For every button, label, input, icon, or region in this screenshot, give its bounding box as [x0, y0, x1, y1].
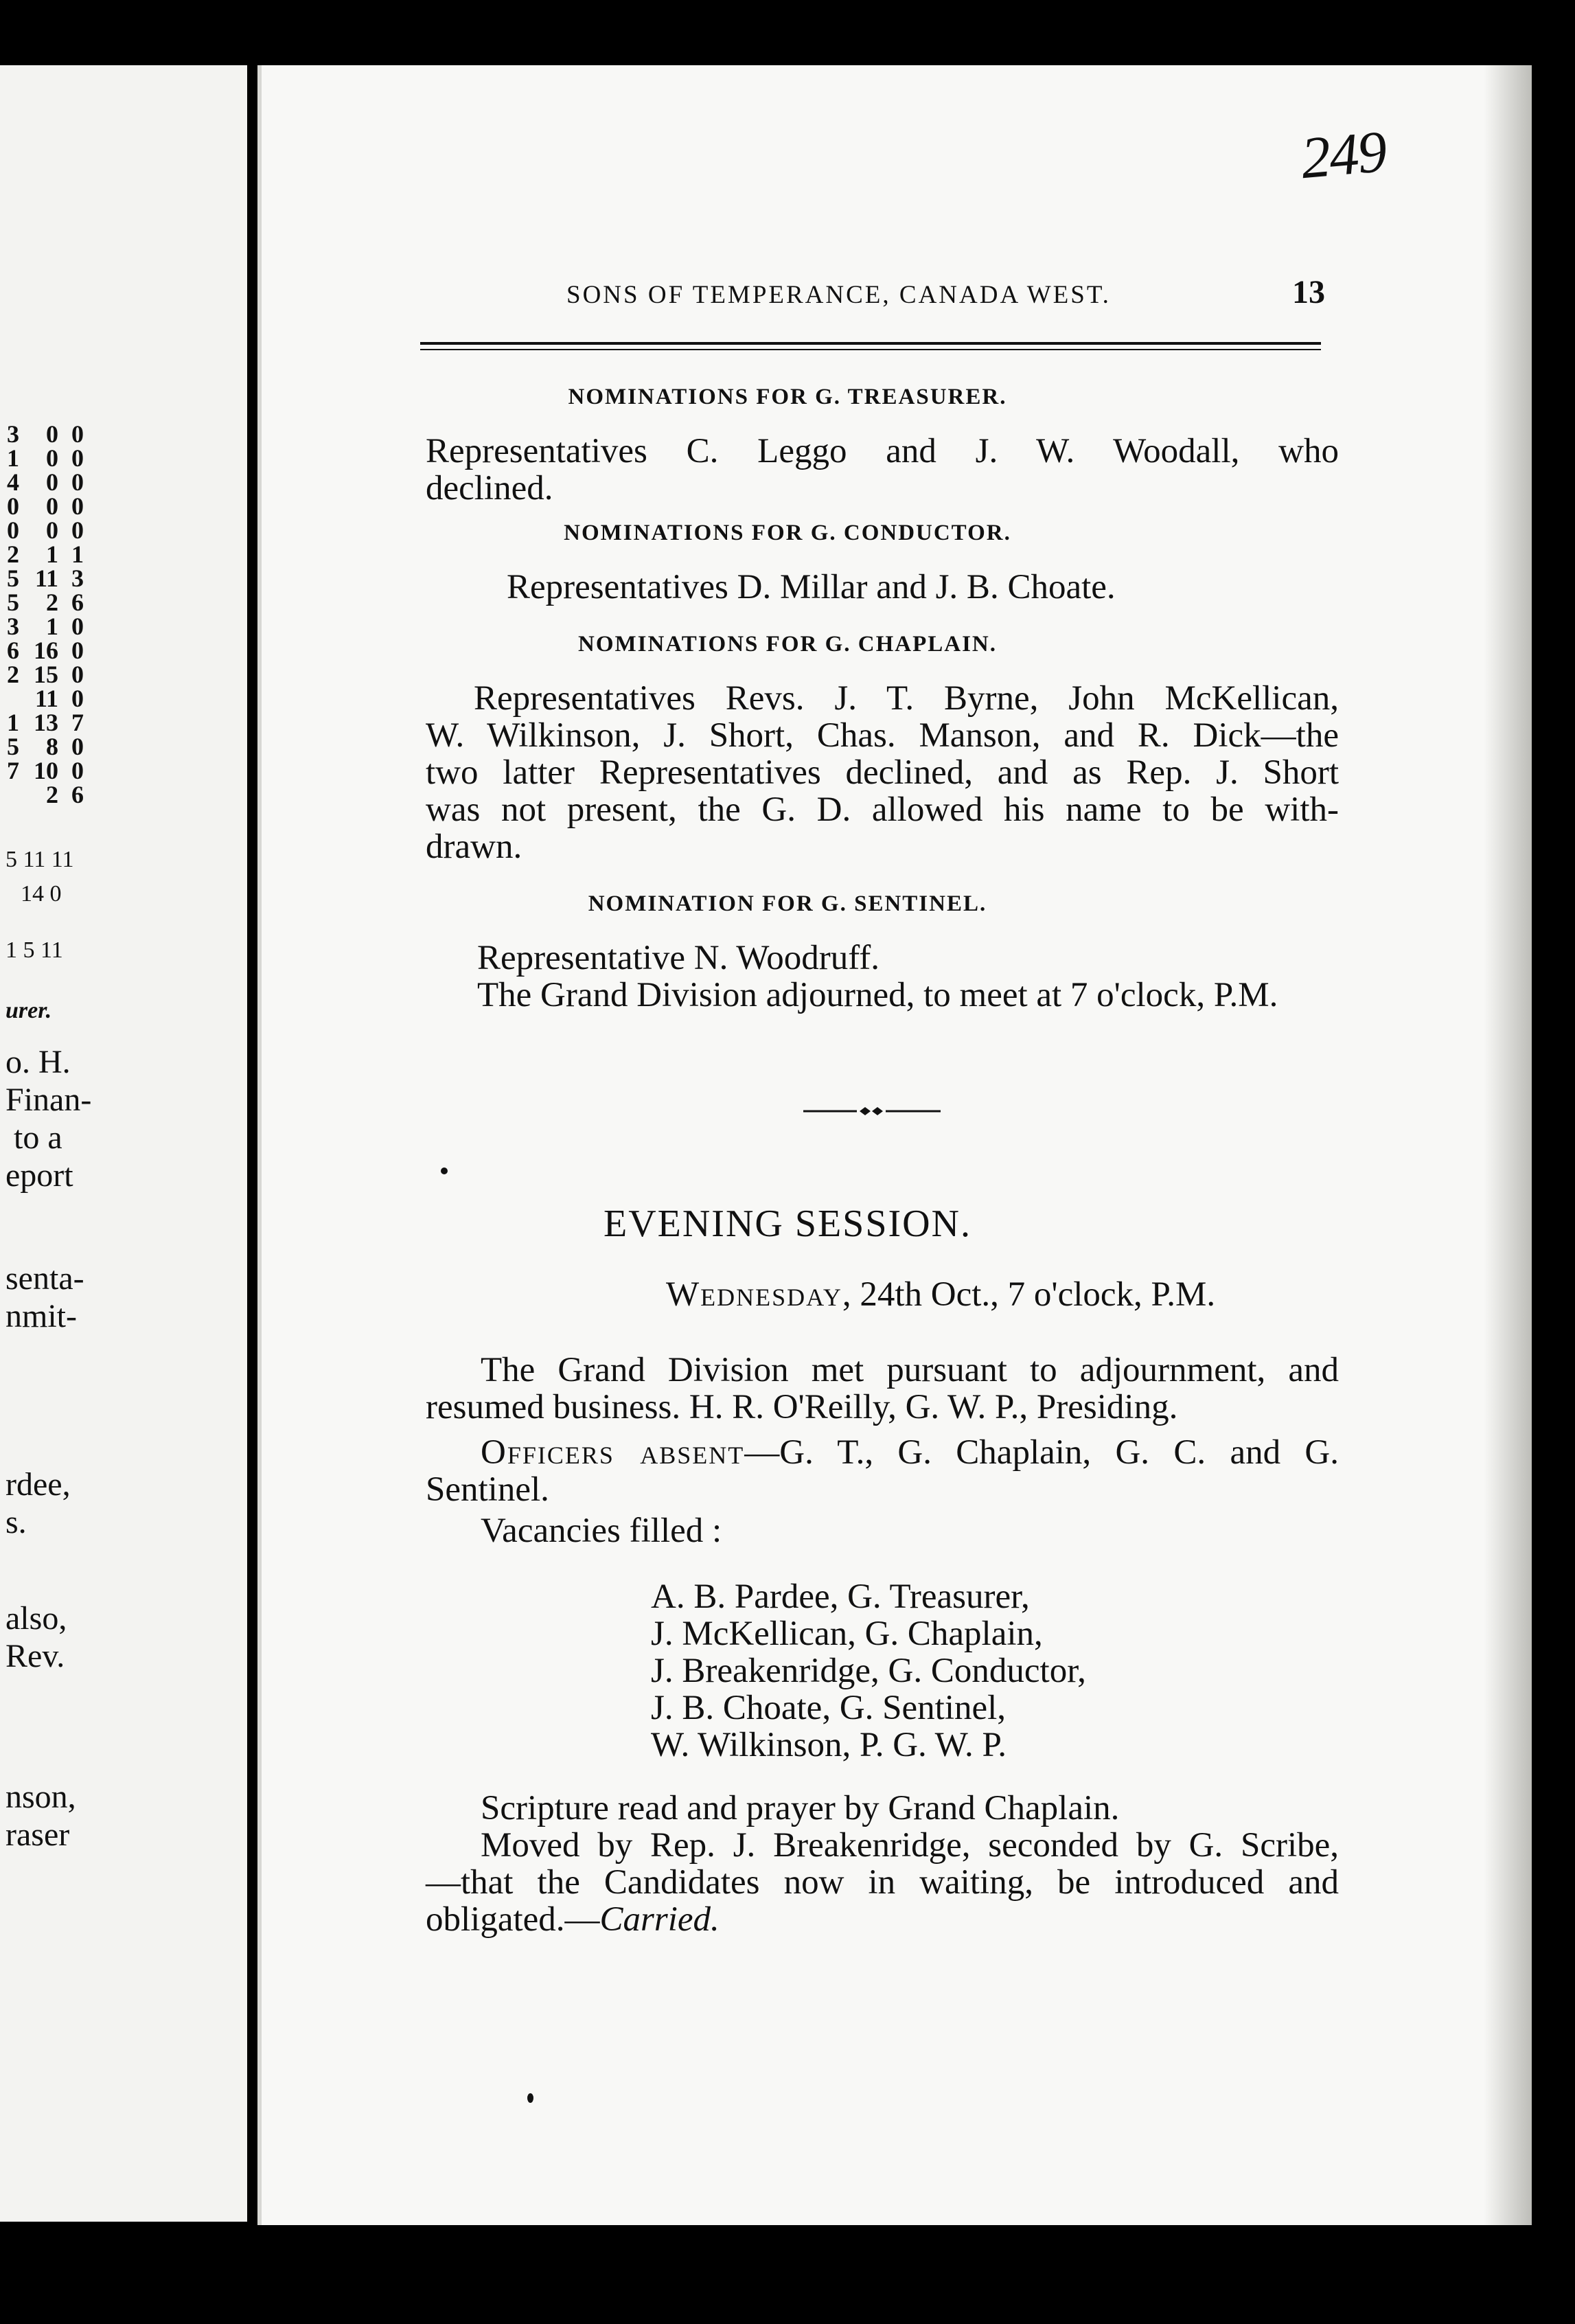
text-line: drawn.: [426, 828, 522, 866]
carried-text: Carried.: [599, 1900, 720, 1939]
text-line: Representative N. Woodruff.: [477, 939, 880, 977]
table-cell: 0: [71, 637, 84, 664]
para-conductor: [507, 569, 1420, 606]
table-cell: 1: [46, 613, 58, 640]
date-line: [666, 1276, 1339, 1313]
filled-item: W. Wilkinson, P. G. W. P.: [651, 1726, 1007, 1764]
filled-item: J. B. Choate, G. Sentinel,: [651, 1689, 1007, 1727]
table-cell: 0: [71, 613, 84, 640]
text-line: Representatives Revs. J. T. Byrne, John McKellican,: [474, 679, 1339, 718]
table-cell: [0, 687, 19, 711]
text-line: resumed business. H. R. O'Reilly, G. W. P., Presiding.: [426, 1388, 1178, 1426]
heading-chaplain: NOMINATIONS FOR G. CHAPLAIN.: [578, 632, 997, 657]
left-frag: senta-: [5, 1260, 84, 1297]
table-cell: 1: [46, 540, 58, 568]
table-cell: [63, 807, 84, 831]
table-cell: 0: [46, 468, 58, 496]
table-cell: 0: [71, 444, 84, 472]
left-frag: to a: [14, 1119, 62, 1156]
text-line: two latter Representatives declined, and as Rep. J. Short: [426, 753, 1339, 792]
table-cell: [27, 807, 58, 831]
left-frag: also,: [5, 1600, 67, 1637]
text-line: Sentinel.: [426, 1470, 549, 1509]
table-col-3: [63, 422, 84, 831]
para-chaplain: [426, 680, 1339, 865]
left-frag: rdee,: [5, 1466, 71, 1503]
filled-item: A. B. Pardee, G. Treasurer,: [651, 1577, 1030, 1616]
table-cell: 0: [7, 516, 19, 544]
para-met: [426, 1352, 1339, 1426]
text-line: The Grand Division met pursuant to adjournment, and: [481, 1351, 1339, 1389]
table-cell: [0, 783, 19, 807]
table-cell: 1: [7, 444, 19, 472]
table-cell: 11: [34, 565, 58, 592]
table-cell: 2: [46, 781, 58, 808]
table-cell: 3: [7, 420, 19, 448]
table-cell: 0: [46, 516, 58, 544]
table-cell: 7: [71, 709, 84, 736]
table-cell: 2: [7, 540, 19, 568]
left-frag: Finan-: [5, 1082, 92, 1118]
table-cell: 5: [7, 589, 19, 616]
table-cell: 11: [34, 685, 58, 712]
speck: [441, 1167, 448, 1174]
text-line: Representatives C. Leggo and J. W. Woodall, who: [426, 432, 1339, 470]
table-cell: 5: [7, 565, 19, 592]
table-cell: 0: [71, 757, 84, 784]
date-rest: , 24th Oct., 7 o'clock, P.M.: [842, 1275, 1216, 1314]
left-total-3: 1 5 11: [5, 937, 63, 963]
text-line: Representatives D. Millar and J. B. Choate.: [507, 568, 1116, 606]
text-line: —that the Candidates now in waiting, be introduced and: [426, 1863, 1339, 1902]
table-col-2: [27, 422, 58, 831]
table-cell: 0: [71, 733, 84, 760]
para-scripture: [426, 1790, 1339, 1827]
table-cell: 1: [7, 709, 19, 736]
handwritten-page-number: 249: [1298, 117, 1388, 192]
text-line: was not present, the G. D. allowed his name to be with-: [426, 790, 1339, 829]
table-cell: [0, 807, 19, 831]
running-header: SONS OF TEMPERANCE, CANADA WEST.: [566, 281, 1111, 309]
table-cell: 13: [34, 709, 58, 736]
para-moved: [426, 1827, 1339, 1938]
left-frag: raser: [5, 1816, 70, 1853]
text-line: declined.: [426, 469, 553, 508]
left-frag-urer: urer.: [5, 998, 52, 1023]
table-cell: 10: [34, 757, 58, 784]
table-cell: 0: [46, 444, 58, 472]
table-cell: 15: [34, 661, 58, 688]
text-line: [426, 1901, 1339, 1938]
para-treasurer: [426, 433, 1339, 507]
table-cell: 3: [71, 565, 84, 592]
table-cell: 6: [71, 589, 84, 616]
header-rule-top: [420, 342, 1321, 345]
table-col-1: [0, 422, 19, 831]
table-cell: 8: [46, 733, 58, 760]
moved-end: obligated.—: [426, 1900, 600, 1939]
heading-conductor: NOMINATIONS FOR G. CONDUCTOR.: [564, 521, 1011, 545]
table-cell: 16: [34, 637, 58, 664]
table-cell: 6: [71, 781, 84, 808]
table-cell: 0: [71, 516, 84, 544]
para-sentinel: [477, 939, 1339, 1014]
table-cell: 0: [71, 685, 84, 712]
filled-item: J. McKellican, G. Chaplain,: [651, 1615, 1043, 1653]
table-cell: 3: [7, 613, 19, 640]
left-total-1: 5 11 11: [5, 847, 74, 872]
table-cell: 5: [7, 733, 19, 760]
filled-item: J. Breakenridge, G. Conductor,: [651, 1652, 1086, 1690]
left-frag: Rev.: [5, 1638, 65, 1674]
left-frag: nson,: [5, 1779, 76, 1815]
text-line: Moved by Rep. J. Breakenridge, seconded by G. Scribe,: [481, 1826, 1339, 1865]
heading-treasurer: NOMINATIONS FOR G. TREASURER.: [568, 385, 1007, 409]
para-absent: [426, 1434, 1339, 1508]
date-day: Wednesday: [666, 1275, 842, 1314]
page-number: 13: [1292, 274, 1325, 310]
table-cell: 4: [7, 468, 19, 496]
table-cell: 6: [7, 637, 19, 664]
text-line: Vacancies filled :: [481, 1512, 722, 1550]
absent-text: —G. T., G. Chaplain, G. C. and G.: [744, 1433, 1339, 1472]
table-cell: 0: [46, 420, 58, 448]
table-cell: 0: [46, 492, 58, 520]
text-line: W. Wilkinson, J. Short, Chas. Manson, and R. Dick—the: [426, 716, 1339, 755]
left-frag: nmit-: [5, 1298, 77, 1334]
table-cell: 2: [46, 589, 58, 616]
speck: [527, 2093, 533, 2103]
table-cell: 0: [71, 492, 84, 520]
table-cell: 7: [7, 757, 19, 784]
table-cell: 1: [71, 540, 84, 568]
evening-session-title: EVENING SESSION.: [603, 1203, 972, 1245]
text-line: Scripture read and prayer by Grand Chaplain.: [481, 1789, 1120, 1827]
session-date: [666, 1276, 1339, 1313]
para-vacancies: [481, 1512, 1394, 1549]
left-frag: s.: [5, 1504, 27, 1540]
table-cell: 0: [7, 492, 19, 520]
text-line: The Grand Division adjourned, to meet at 7 o'clock, P.M.: [477, 976, 1278, 1014]
table-cell: 2: [7, 661, 19, 688]
table-cell: 0: [71, 661, 84, 688]
text-line: [426, 1434, 1339, 1471]
table-cell: 0: [71, 468, 84, 496]
heading-sentinel: NOMINATION FOR G. SENTINEL.: [588, 891, 987, 916]
left-frag: eport: [5, 1157, 73, 1194]
left-frag: o. H.: [5, 1044, 71, 1080]
table-cell: 0: [71, 420, 84, 448]
left-total-2: 14 0: [21, 881, 62, 907]
ornament-divider: [803, 1104, 941, 1118]
header-rule-bottom: [420, 349, 1321, 350]
absent-label: Officers absent: [481, 1433, 745, 1472]
